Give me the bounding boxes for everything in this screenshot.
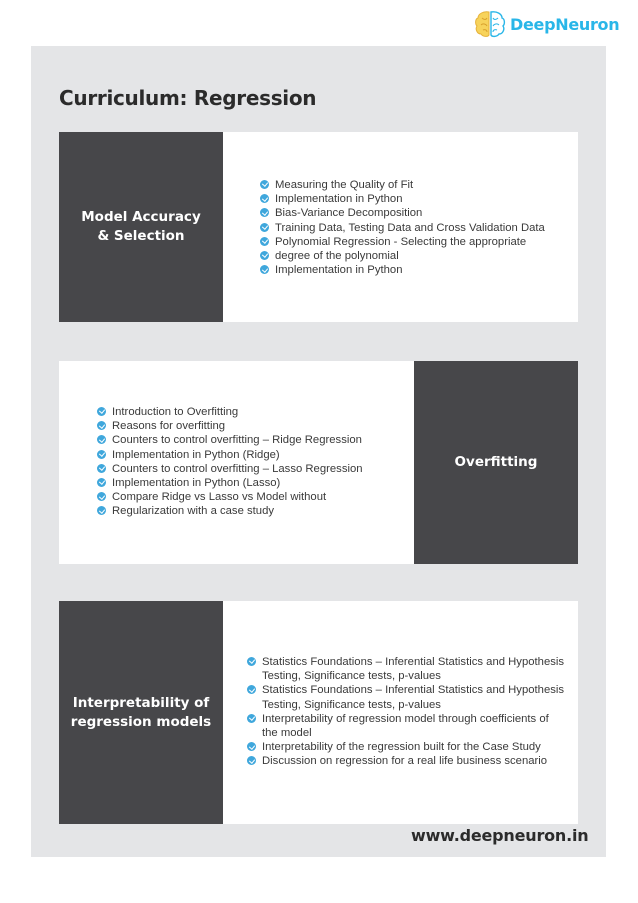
website-link[interactable]: www.deepneuron.in — [411, 826, 589, 845]
list-item: Discussion on regression for a real life business scenario — [247, 754, 564, 768]
check-circle-icon — [247, 714, 256, 723]
list-item: Implementation in Python — [260, 192, 545, 206]
list-item: Regularization with a case study — [97, 504, 363, 518]
check-circle-icon — [247, 742, 256, 751]
list-item: Statistics Foundations – Inferential Statistics and Hypothesis Testing, Significance tests, p-values — [247, 655, 564, 683]
list-item: Interpretability of the regression built for the Case Study — [247, 740, 564, 754]
section-label — [414, 361, 578, 564]
list-item: Statistics Foundations – Inferential Statistics and Hypothesis Testing, Significance tests, p-values — [247, 683, 564, 711]
brand-logo — [473, 8, 619, 40]
check-circle-icon — [97, 464, 106, 473]
check-circle-icon — [260, 265, 269, 274]
list-item: Interpretability of regression model through coefficients of the model — [247, 712, 564, 740]
section-card-overfitting — [59, 361, 578, 564]
section-card-interpretability — [59, 601, 578, 824]
brand-name: DeepNeuron — [510, 14, 620, 34]
list-item: Implementation in Python (Ridge) — [97, 448, 363, 462]
list-item: Training Data, Testing Data and Cross Validation Data — [260, 221, 545, 235]
list-item: Implementation in Python — [260, 263, 545, 277]
topic-list — [97, 405, 363, 519]
check-circle-icon — [260, 251, 269, 260]
section-label — [59, 132, 223, 322]
check-circle-icon — [97, 506, 106, 515]
check-circle-icon — [260, 208, 269, 217]
list-item: Reasons for overfitting — [97, 419, 363, 433]
check-circle-icon — [247, 657, 256, 666]
topic-list — [260, 178, 545, 277]
check-circle-icon — [97, 421, 106, 430]
check-circle-icon — [260, 180, 269, 189]
list-item: Measuring the Quality of Fit — [260, 178, 545, 192]
section-card-model-accuracy — [59, 132, 578, 322]
page-title: Curriculum: Regression — [59, 86, 317, 110]
check-circle-icon — [247, 685, 256, 694]
check-circle-icon — [260, 223, 269, 232]
check-circle-icon — [97, 450, 106, 459]
brain-icon — [473, 9, 507, 39]
list-item: Polynomial Regression - Selecting the appropriate — [260, 235, 545, 249]
section-label-line: Interpretability of — [72, 694, 210, 711]
check-circle-icon — [247, 756, 256, 765]
section-label-line: Model Accuracy — [81, 209, 201, 225]
list-item: Introduction to Overfitting — [97, 405, 363, 419]
check-circle-icon — [97, 492, 106, 501]
check-circle-icon — [97, 435, 106, 444]
topic-list — [247, 655, 564, 769]
check-circle-icon — [97, 407, 106, 416]
check-circle-icon — [260, 237, 269, 246]
list-item: degree of the polynomial — [260, 249, 545, 263]
section-label-line: regression models — [70, 713, 212, 730]
check-circle-icon — [260, 194, 269, 203]
section-label — [59, 601, 223, 824]
section-label-line: & Selection — [97, 228, 185, 244]
section-label-line: Overfitting — [454, 454, 538, 470]
list-item: Implementation in Python (Lasso) — [97, 476, 363, 490]
list-item: Counters to control overfitting – Ridge Regression — [97, 433, 363, 447]
list-item: Compare Ridge vs Lasso vs Model without — [97, 490, 363, 504]
check-circle-icon — [97, 478, 106, 487]
list-item: Bias-Variance Decomposition — [260, 206, 545, 220]
list-item: Counters to control overfitting – Lasso Regression — [97, 462, 363, 476]
